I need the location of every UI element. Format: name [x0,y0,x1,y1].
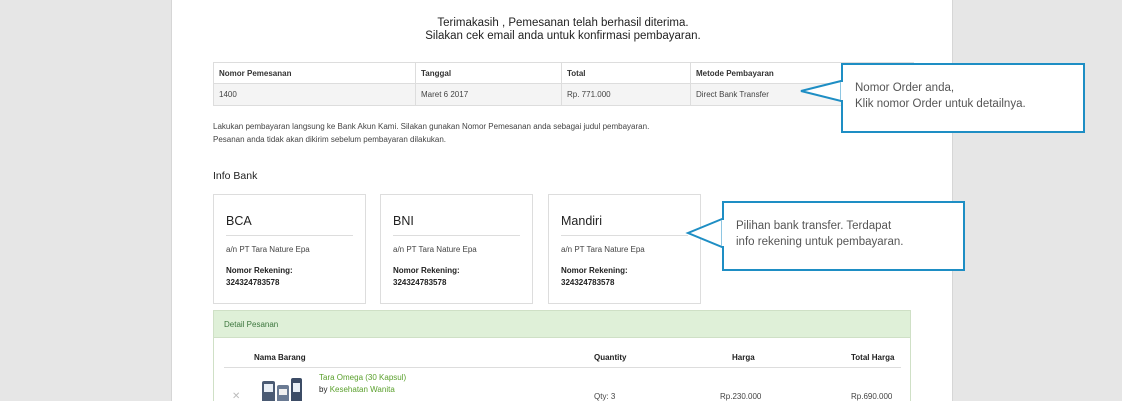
bank-callout-line-2: info rekening untuk pembayaran. [736,236,904,248]
product-thumbnail [256,375,306,401]
payment-instructions [213,120,649,146]
order-callout-line-1: Nomor Order anda, [855,82,955,94]
header-total: Total [562,63,691,84]
bank-callout [722,201,965,271]
col-price: Harga [732,353,755,362]
order-number-callout [841,63,1085,133]
order-total: Rp. 771.000 [562,84,691,106]
order-date: Maret 6 2017 [416,84,562,106]
bank-card-mandiri [548,194,701,304]
item-row-divider [224,367,901,368]
bank-account-number: 324324783578 [561,278,615,287]
bank-owner: a/n PT Tara Nature Epa [226,245,310,254]
thank-you-message [172,17,954,43]
order-payment-method: Direct Bank Transfer [691,84,914,106]
col-total-price: Total Harga [851,353,895,362]
order-detail-header: Detail Pesanan [214,311,910,338]
bank-account-label: Nomor Rekening: [226,266,293,275]
bank-account-label: Nomor Rekening: [561,266,628,275]
header-date: Tanggal [416,63,562,84]
order-number-link[interactable]: 1400 [214,84,416,106]
order-table-header-row [214,63,914,84]
item-quantity: Qty: 3 [594,392,616,401]
bank-account-number: 324324783578 [226,278,280,287]
bank-account-number: 324324783578 [393,278,447,287]
bank-owner: a/n PT Tara Nature Epa [393,245,477,254]
thank-you-line-1: Terimakasih , Pemesanan telah berhasil diterima. [437,17,689,29]
item-total-price: Rp.690.000 [851,392,893,401]
bank-name: BNI [393,214,520,236]
item-price: Rp.230.000 [720,392,762,401]
order-summary-table [213,62,914,106]
product-category-link[interactable]: Kesehatan Wanita [329,385,395,394]
bank-card-bni [380,194,533,304]
order-callout-line-2: Klik nomor Order untuk detailnya. [855,98,1026,110]
header-order-number: Nomor Pemesanan [214,63,416,84]
product-name-link[interactable]: Tara Omega (30 Kapsul) [319,373,407,382]
callout-pointer [722,203,723,204]
bank-callout-line-1: Pilihan bank transfer. Terdapat [736,220,892,232]
remove-item-icon[interactable]: ✕ [232,391,241,401]
thank-you-line-2: Silakan cek email anda untuk konfirmasi pembayaran. [425,30,701,42]
bank-owner: a/n PT Tara Nature Epa [561,245,645,254]
instruction-line-2: Pesanan anda tidak akan dikirim sebelum pembayaran dilakukan. [213,135,447,144]
product-category-line [319,385,395,394]
callout-pointer [841,65,842,66]
product-by-prefix: by [319,385,328,394]
col-item-name: Nama Barang [254,353,306,362]
bank-card-bca [213,194,366,304]
bank-account-label: Nomor Rekening: [393,266,460,275]
header-payment-method: Metode Pembayaran [691,63,914,84]
col-quantity: Quantity [594,353,627,362]
bank-name: Mandiri [561,214,688,236]
order-detail-panel [213,310,911,401]
info-bank-heading: Info Bank [213,170,258,182]
bank-name: BCA [226,214,353,236]
instruction-line-1: Lakukan pembayaran langsung ke Bank Akun Kami. Silakan gunakan Nomor Pemesanan anda sebagai judul pembayaran. [213,122,650,131]
order-table-row [214,84,914,106]
